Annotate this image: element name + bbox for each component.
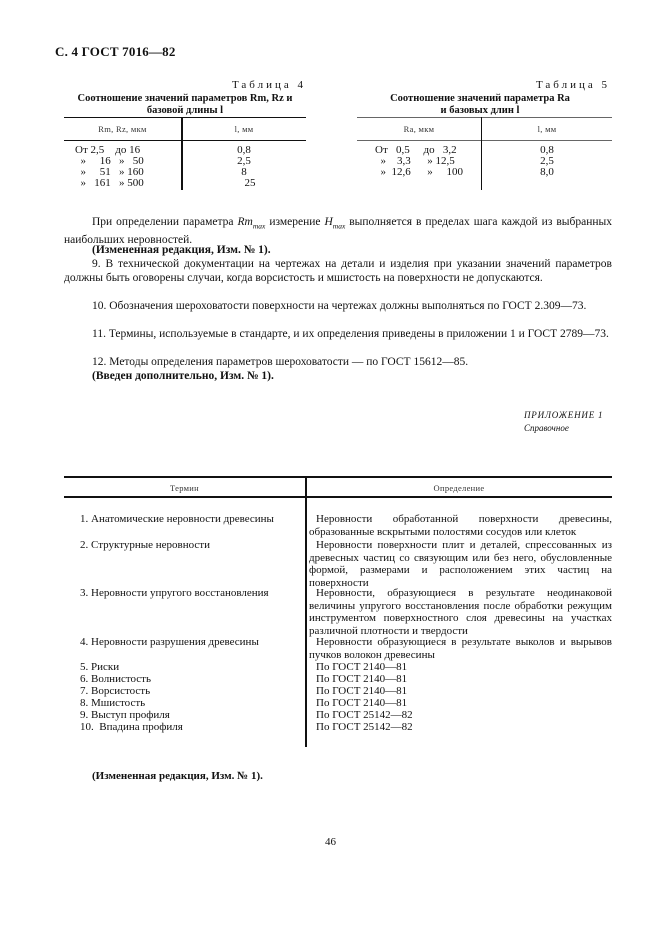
table-4-range: От 2,5 до 16 xyxy=(75,144,141,156)
definition: По ГОСТ 25142—82 xyxy=(316,709,413,721)
subscript-max: max xyxy=(332,221,346,231)
edit-note-2: (Введен дополнительно, Изм. № 1). xyxy=(92,370,274,382)
table-5-header-rule xyxy=(357,140,612,141)
table-5-col-length: l, мм xyxy=(537,124,557,134)
table-4-range: » 16 » 50 xyxy=(75,155,144,167)
definition: По ГОСТ 25142—82 xyxy=(316,721,413,733)
table-5-range: » 12,6 » 100 xyxy=(375,166,463,178)
term: 7. Ворсистость xyxy=(80,685,151,697)
paragraph-12: 12. Методы определения параметров шероховатости — по ГОСТ 15612—85. xyxy=(92,356,469,368)
appendix-title: ПРИЛОЖЕНИЕ 1 xyxy=(524,410,604,420)
term: 6. Волнистость xyxy=(80,673,151,685)
table-4-length: 0,8 xyxy=(237,144,251,156)
page-header: С. 4 ГОСТ 7016—82 xyxy=(55,44,176,59)
table-4-top-rule xyxy=(64,117,306,118)
term: 4. Неровности разрушения древесины xyxy=(80,636,259,648)
table-4-label: Таблица 4 xyxy=(231,79,306,91)
table-5-length: 2,5 xyxy=(540,155,554,167)
term: 10. Впадина профиля xyxy=(80,721,183,733)
table-4-col-range: Rm, Rz, мкм xyxy=(98,124,147,134)
table-4-title-line1: Соотношение значений параметров Rm, Rz и xyxy=(77,93,293,104)
term: 2. Структурные неровности xyxy=(80,539,210,551)
terms-table-col-divider xyxy=(305,476,307,747)
table-5-title xyxy=(370,93,590,117)
table-4-length: 25 xyxy=(244,177,256,189)
edit-note-footer: (Измененная редакция, Изм. № 1). xyxy=(92,770,263,782)
table-5-title-line1: Соотношение значений параметра Ra xyxy=(390,93,570,104)
terms-table-header-rule xyxy=(64,496,612,498)
term: 8. Мшистость xyxy=(80,697,146,709)
table-4-range: » 51 » 160 xyxy=(75,166,144,178)
definition: Неровности образующиеся в результате выколов и вырывов пучков волокон древесины xyxy=(309,636,612,661)
paragraph-9: 9. В технической документации на чертежах на детали и изделия при указании значений параметров должны быть оговорены случаи, когда ворсистость и мшистость на поверхности не допускаются. xyxy=(64,258,612,284)
table-4-col-length: l, мм xyxy=(234,124,254,134)
definition: Неровности, образующиеся в результате неодинаковой величины упругого восстановления после обработки режущим инструментом поверхностного слоя древесины на участках различной плотности и твердости xyxy=(309,587,612,637)
text: измерение xyxy=(265,216,325,228)
definition: По ГОСТ 2140—81 xyxy=(316,685,408,697)
term: 5. Риски xyxy=(80,661,120,673)
page-number: 46 xyxy=(325,836,336,848)
table-5-label: Таблица 5 xyxy=(535,79,610,91)
term: 9. Выступ профиля xyxy=(80,709,170,721)
table-4-header-rule xyxy=(64,140,306,141)
table-5-length: 8,0 xyxy=(540,166,554,178)
table-5-col-range: Ra, мкм xyxy=(403,124,435,134)
subscript-max: max xyxy=(252,221,266,231)
edit-note-1: (Измененная редакция, Изм. № 1). xyxy=(92,244,271,256)
table-5-top-rule xyxy=(357,117,612,118)
term: 1. Анатомические неровности древесины xyxy=(80,513,274,525)
table-4-length: 8 xyxy=(241,166,247,178)
table-5-length: 0,8 xyxy=(540,144,554,156)
appendix-subtitle: Справочное xyxy=(524,423,569,433)
symbol-h: H xyxy=(324,216,333,228)
table-5-title-line2: и базовых длин l xyxy=(440,105,520,116)
definition: По ГОСТ 2140—81 xyxy=(316,673,408,685)
table-4-length: 2,5 xyxy=(237,155,251,167)
text: выполняется в пределах шага каждой из выбранных наибольших неровностей. xyxy=(64,216,612,247)
terms-col-definition: Определение xyxy=(433,483,485,493)
definition: Неровности поверхности плит и деталей, спрессованных из древесных частиц со связующим или без него, обусловленные формой, размерами и расположением этих частиц на поверхности xyxy=(309,539,612,589)
definition: По ГОСТ 2140—81 xyxy=(316,697,408,709)
table-5-range: » 3,3 » 12,5 xyxy=(375,155,455,167)
terms-table-top-rule xyxy=(64,476,612,478)
terms-col-term: Термин xyxy=(169,483,200,493)
text: При определении параметра xyxy=(92,216,238,228)
table-4-range: » 161 » 500 xyxy=(75,177,144,189)
symbol-rm: Rm xyxy=(237,216,253,228)
definition: Неровности обработанной поверхности древесины, образованные вскрытыми полостями сосудов или клеток xyxy=(309,513,612,538)
table-4-title-line2: базовой длины l xyxy=(146,105,224,116)
paragraph-11: 11. Термины, используемые в стандарте, и их определения приведены в приложении 1 и ГОСТ 2789—73. xyxy=(92,328,609,340)
paragraph-10: 10. Обозначения шероховатости поверхности на чертежах должны выполняться по ГОСТ 2.309—73. xyxy=(92,300,587,312)
term: 3. Неровности упругого восстановления xyxy=(80,587,269,599)
definition: По ГОСТ 2140—81 xyxy=(316,661,408,673)
table-5-range: От 0,5 до 3,2 xyxy=(375,144,457,156)
table-4-title xyxy=(60,93,310,117)
